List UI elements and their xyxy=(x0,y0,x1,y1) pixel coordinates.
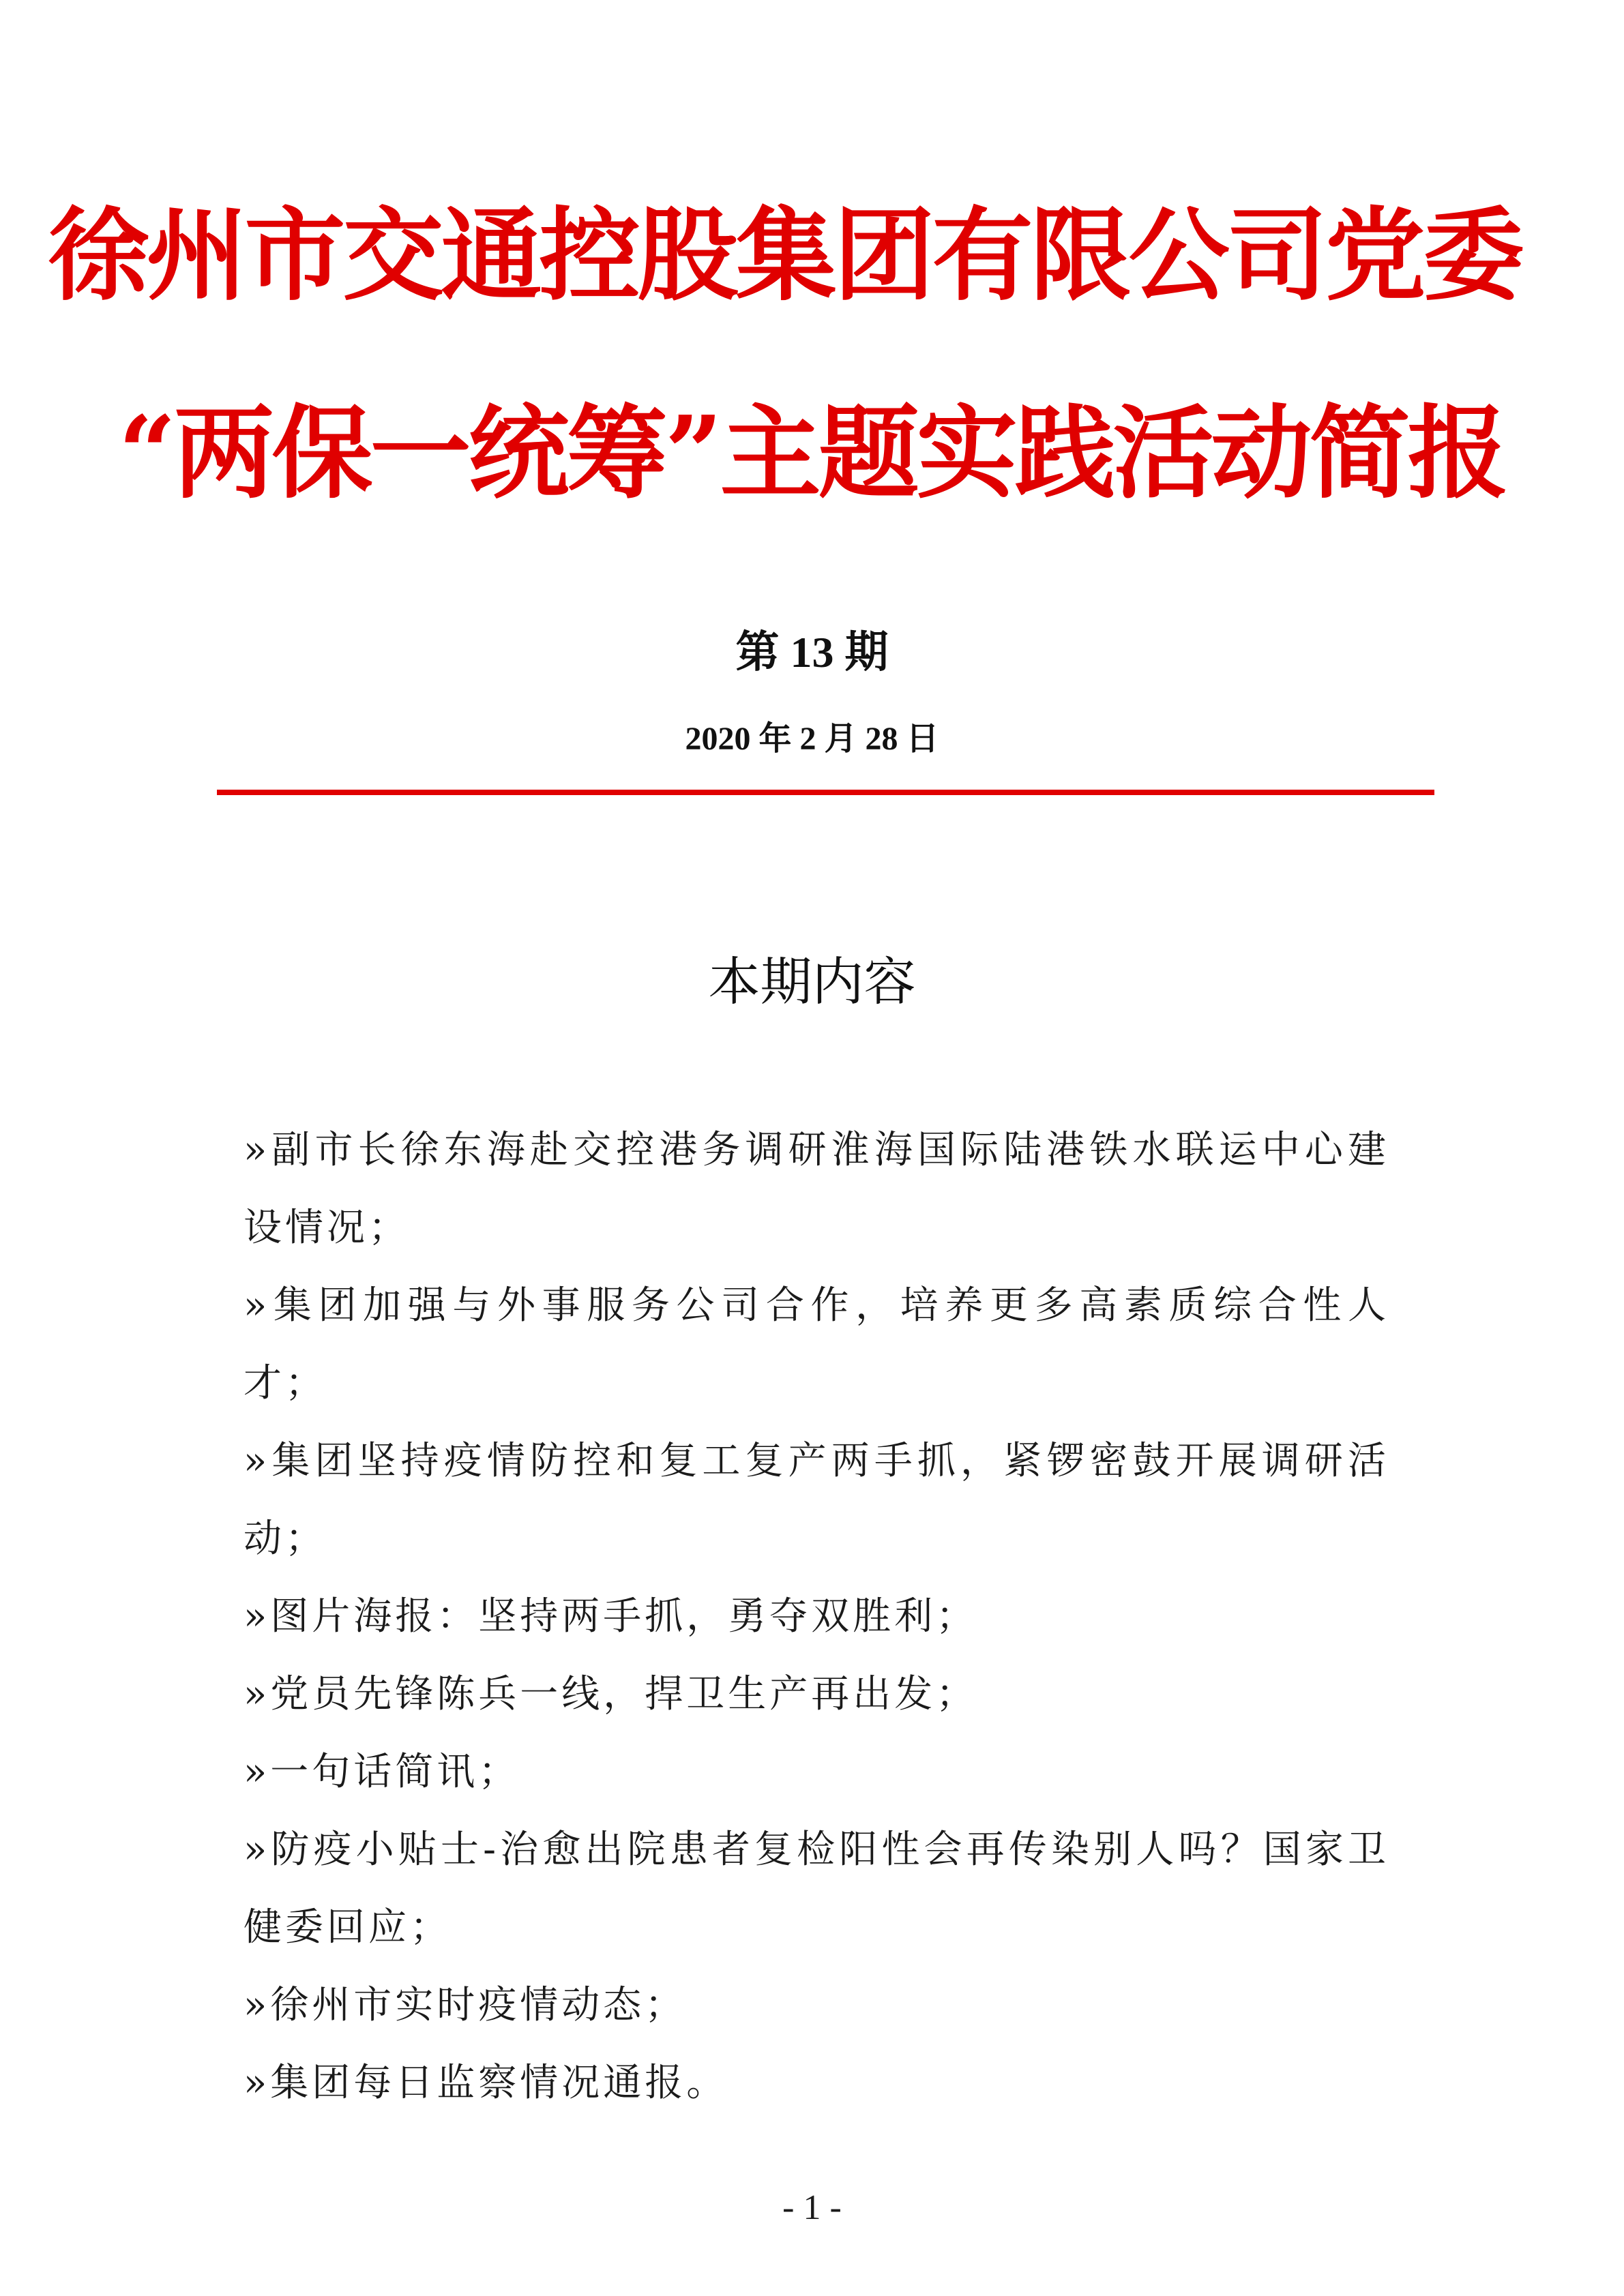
header-divider xyxy=(217,790,1434,795)
toc-list xyxy=(243,1112,1389,2122)
toc-item: »防疫小贴士-治愈出院患者复检阳性会再传染别人吗？国家卫健委回应； xyxy=(243,1828,1389,1950)
toc-item: »党员先锋陈兵一线，捍卫生产再出发； xyxy=(243,1672,978,1716)
toc-item: »图片海报：坚持两手抓，勇夺双胜利； xyxy=(243,1594,978,1639)
toc-item: »副市长徐东海赴交控港务调研淮海国际陆港铁水联运中心建设情况； xyxy=(243,1128,1389,1250)
page-number: - 1 - xyxy=(782,2188,842,2227)
toc-item: »集团每日监察情况通报。 xyxy=(243,2061,728,2105)
issue-number: 第 13 期 xyxy=(735,628,889,676)
toc-heading: 本期内容 xyxy=(708,951,916,1012)
document-title-line-1: 徐州市交通控股集团有限公司党委 xyxy=(48,196,1522,314)
document-title-line-2: “两保一统筹”主题实践活动简报 xyxy=(118,393,1506,512)
toc-item: »集团加强与外事服务公司合作，培养更多高素质综合性人才； xyxy=(243,1283,1389,1405)
toc-item: »一句话简讯； xyxy=(243,1750,520,1794)
toc-item: »徐州市实时疫情动态； xyxy=(243,1983,687,2027)
issue-date: 2020 年 2 月 28 日 xyxy=(685,721,939,757)
toc-item: »集团坚持疫情防控和复工复产两手抓，紧锣密鼓开展调研活动； xyxy=(243,1439,1389,1561)
